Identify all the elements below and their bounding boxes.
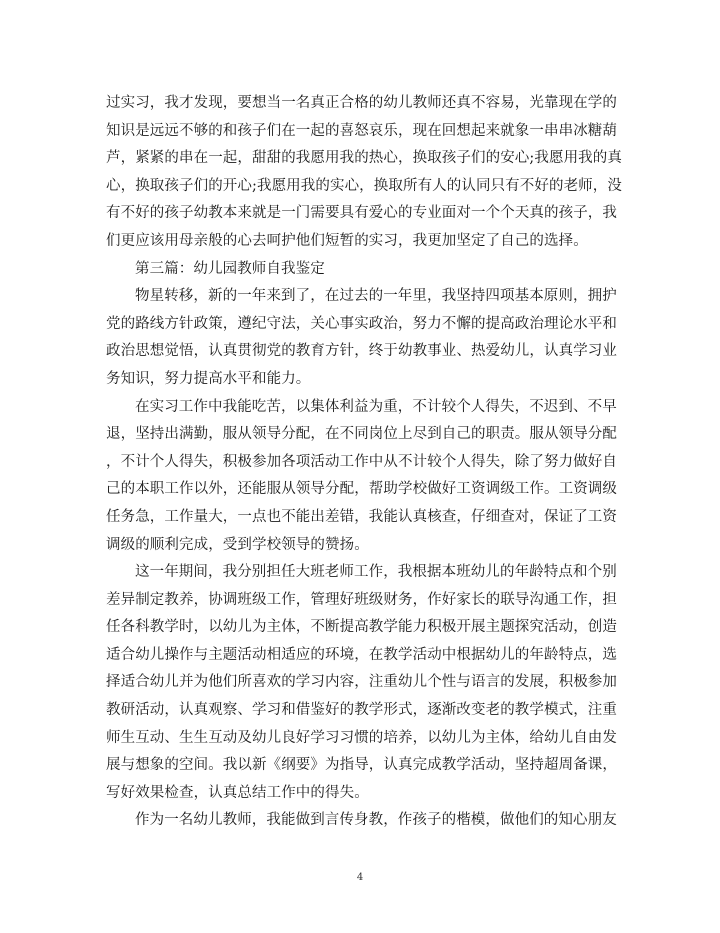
- text-line: 教研活动，认真观察、学习和借鉴好的教学形式，逐渐改变老的教学模式，注重: [106, 702, 617, 719]
- text-line: 政治思想觉悟，认真贯彻党的教育方针，终于幼教事业、热爱幼儿，认真学习业: [106, 343, 617, 360]
- text-line: 们更应该用母亲般的心去呵护他们短暂的实习，我更加坚定了自己的选择。: [106, 232, 588, 249]
- text-line: 写好效果检查，认真总结工作中的得失。: [106, 784, 369, 801]
- page-number: 4: [356, 872, 364, 883]
- text-line: 在实习工作中我能吃苦，以集体利益为重，不计较个人得失，不迟到、不早: [135, 398, 617, 415]
- text-line: 任务急，工作量大，一点也不能出差错，我能认真核查，仔细查对，保证了工资: [106, 508, 617, 525]
- text-line: 差异制定教养，协调班级工作，管理好班级财务，作好家长的联导沟通工作，担: [106, 591, 617, 608]
- text-line: 务知识，努力提高水平和能力。: [106, 370, 311, 387]
- text-line: 退，坚持出满勤，服从领导分配，在不同岗位上尽到自己的职责。服从领导分配: [106, 426, 617, 443]
- text-line: 第三篇：幼儿园教师自我鉴定: [135, 260, 325, 277]
- text-line: 作为一名幼儿教师，我能做到言传身教，作孩子的楷模，做他们的知心朋友: [135, 812, 617, 829]
- text-line: 物星转移，新的一年来到了，在过去的一年里，我坚持四项基本原则，拥护: [135, 288, 617, 305]
- text-line: ，不计个人得失，积极参加各项活动工作中从不计较个人得失，除了努力做好自: [106, 453, 617, 470]
- body-text: [106, 90, 622, 835]
- text-line: 芦，紧紧的串在一起，甜甜的我愿用我的热心，换取孩子们的安心;我愿用我的真: [106, 150, 622, 167]
- text-line: 展与想象的空间。我以新《纲要》为指导，认真完成教学活动，坚持超周备课，: [106, 757, 617, 774]
- text-line: 过实习，我才发现，要想当一名真正合格的幼儿教师还真不容易，光靠现在学的: [106, 95, 617, 111]
- text-line: 己的本职工作以外，还能服从领导分配，帮助学校做好工资调级工作。工资调级: [106, 481, 617, 498]
- text-line: 师生互动、生生互动及幼儿良好学习习惯的培养，以幼儿为主体，给幼儿自由发: [106, 729, 617, 746]
- text-line: 党的路线方针政策，遵纪守法，关心事实政治，努力不懈的提高政治理论水平和: [106, 315, 617, 332]
- text-line: 调级的顺利完成，受到学校领导的赞扬。: [106, 536, 369, 553]
- text-line: 心，换取孩子们的开心;我愿用我的实心，换取所有人的认同只有不好的老师，没: [106, 177, 622, 194]
- text-line: 任各科教学时，以幼儿为主体，不断提高教学能力积极开展主题探究活动，创造: [106, 619, 617, 636]
- text-line: 适合幼儿操作与主题活动相适应的环境，在教学活动中根据幼儿的年龄特点，选: [106, 646, 617, 663]
- text-line: 这一年期间，我分别担任大班老师工作，我根据本班幼儿的年龄特点和个别: [135, 564, 617, 581]
- text-line: 知识是远远不够的和孩子们在一起的喜怒哀乐，现在回想起来就象一串串冰糖葫: [106, 122, 617, 139]
- text-line: 择适合幼儿并为他们所喜欢的学习内容，注重幼儿个性与语言的发展，积极参加: [106, 674, 617, 691]
- text-line: 有不好的孩子幼教本来就是一门需要具有爱心的专业面对一个个天真的孩子，我: [106, 205, 617, 222]
